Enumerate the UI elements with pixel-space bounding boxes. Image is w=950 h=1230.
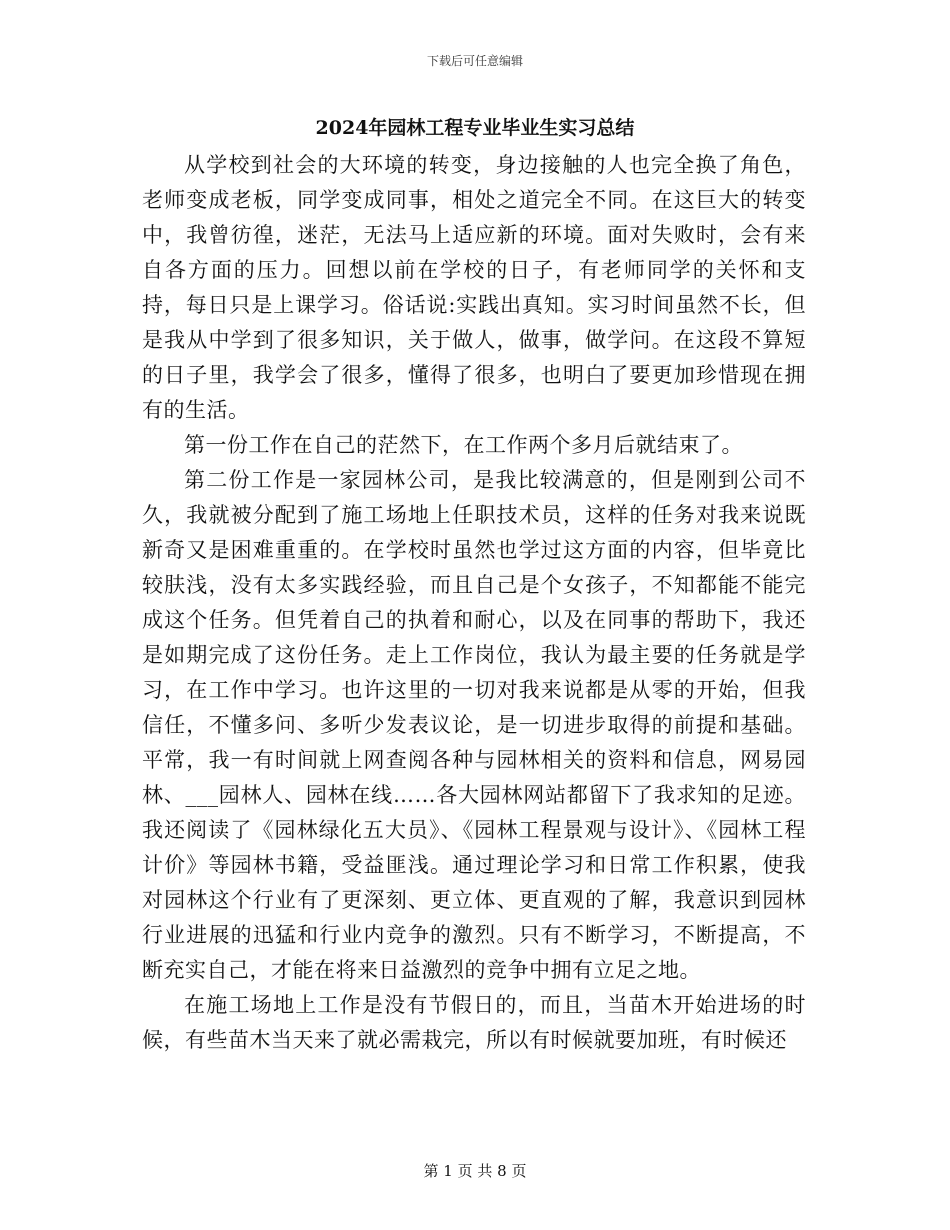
paragraph: 第一份工作在自己的茫然下，在工作两个多月后就结束了。 bbox=[184, 433, 743, 457]
header-note: 下载后可任意编辑 bbox=[426, 54, 523, 68]
document-body bbox=[142, 148, 806, 1058]
paragraph: 从学校到社会的大环境的转变，身边接触的人也完全换了角色，老师变成老板，同学变成同事，相处之道完全不同。在这巨大的转变中，我曾彷徨，迷茫，无法马上适应新的环境。面对失败时，会有来自各方面的压力。回想以前在学校的日子，有老师同学的关怀和支持，每日只是上课学习。俗话说:实践出真知。实习时间虽然不长，但是我从中学到了很多知识，关于做人，做事，做学问。在这段不算短的日子里，我学会了很多，懂得了很多，也明白了要更加珍惜现在拥有的生活。 bbox=[142, 153, 806, 422]
document-title: 2024年园林工程专业毕业生实习总结 bbox=[315, 117, 635, 139]
page-number: 第 1 页 共 8 页 bbox=[423, 1162, 527, 1180]
paragraph: 在施工场地上工作是没有节假日的，而且，当苗木开始进场的时候，有些苗木当天来了就必需栽完，所以有时候就要加班，有时候还 bbox=[142, 993, 806, 1052]
paragraph: 第二份工作是一家园林公司，是我比较满意的，但是刚到公司不久，我就被分配到了施工场地上任职技术员，这样的任务对我来说既新奇又是困难重重的。在学校时虽然也学过这方面的内容，但毕竟比较肤浅，没有太多实践经验，而且自己是个女孩子，不知都能不能完成这个任务。但凭着自己的执着和耐心，以及在同事的帮助下，我还是如期完成了这份任务。走上工作岗位，我认为最主要的任务就是学习，在工作中学习。也许这里的一切对我来说都是从零的开始，但我信任，不懂多问、多听少发表议论，是一切进步取得的前提和基础。平常，我一有时间就上网查阅各种与园林相关的资料和信息，网易园林、___园林人、园林在线……各大园林网站都留下了我求知的足迹。我还阅读了《园林绿化五大员》、《园林工程景观与设计》、《园林工程计价》等园林书籍，受益匪浅。通过理论学习和日常工作积累，使我对园林这个行业有了更深刻、更立体、更直观的了解，我意识到园林行业进展的迅猛和行业内竞争的激烈。只有不断学习，不断提高，不断充实自己，才能在将来日益激烈的竞争中拥有立足之地。 bbox=[142, 468, 806, 982]
